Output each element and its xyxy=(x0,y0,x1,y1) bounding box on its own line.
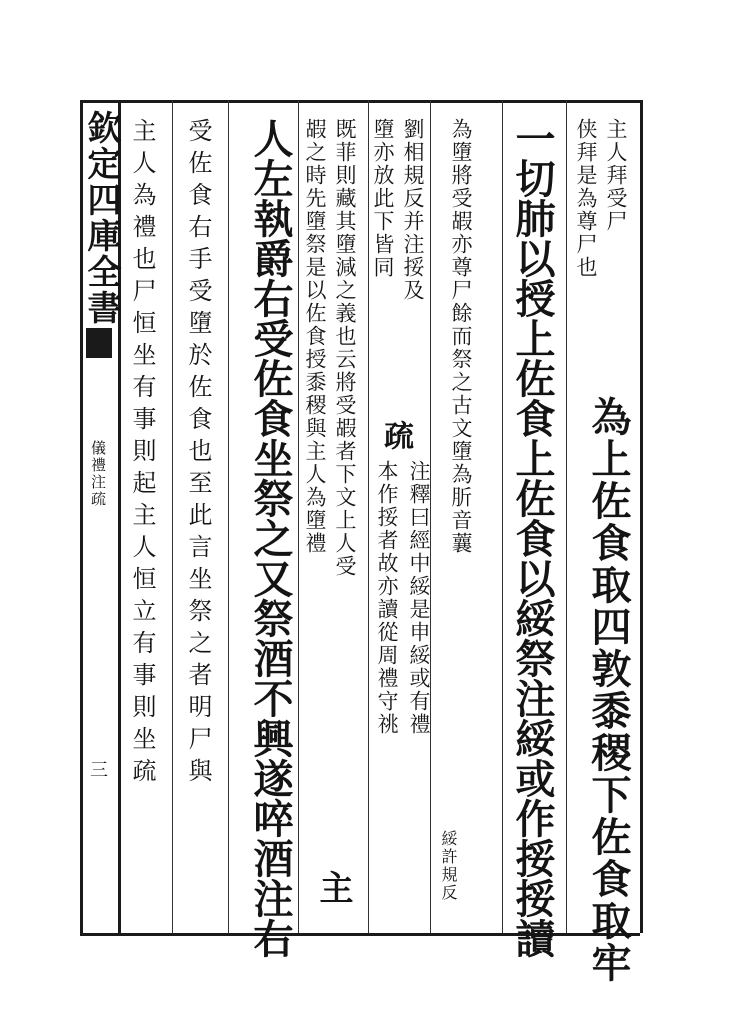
page-frame xyxy=(80,100,640,936)
text-column-3: 一切肺以授上佐食上佐食以綏祭注綏或作挼挼讀 xyxy=(509,118,556,958)
text-column-5: 劉相規反并注挼及 xyxy=(401,118,425,302)
text-column-2: 為上佐食取四敦黍稷下佐食取牢 xyxy=(585,396,632,984)
text-column-4-note: 綏許規反 xyxy=(439,830,458,902)
column-rule xyxy=(502,100,503,933)
text-column-7: 既菲則藏其墮減之義也云將受嘏者下文上人受 xyxy=(333,118,357,578)
text-column-11: 主人為禮也尸恒坐有事則起主人恒立有事則坐疏 xyxy=(128,118,156,790)
fishtail-mark xyxy=(86,328,112,358)
text-column-8-zhu: 主 xyxy=(313,870,353,906)
text-column-10: 受佐食右手受墮於佐食也至此言坐祭之者明尸與 xyxy=(184,118,212,790)
text-column-1a: 主人拜受尸 xyxy=(604,118,628,233)
text-column-1b: 侠拜是為尊尸也 xyxy=(574,118,598,279)
text-column-4: 為墮將受嘏亦尊尸餘而祭之古文墮為肵音蘘 xyxy=(449,118,473,555)
column-rule xyxy=(228,100,229,933)
column-rule xyxy=(172,100,173,933)
text-column-5c: 注釋曰經中綏是申綏或有禮 xyxy=(407,460,431,736)
text-column-6b: 本作挼者故亦讀從周禮守祧 xyxy=(375,460,399,736)
column-rule xyxy=(298,100,299,933)
column-rule xyxy=(566,100,567,933)
text-column-5-shu: 疏 xyxy=(378,420,413,452)
column-rule xyxy=(640,100,643,933)
text-column-9: 人左執爵右受佐食坐祭之又祭酒不興遂啐酒注右 xyxy=(247,118,294,958)
text-column-6: 墮亦放此下皆同 xyxy=(371,118,395,279)
text-column-8: 嘏之時先墮祭是以佐食授黍稷與主人為墮禮 xyxy=(303,118,327,555)
margin-folio: 三 xyxy=(87,760,108,780)
margin-title: 欽定四庫全書 xyxy=(81,110,121,326)
column-rule xyxy=(368,100,369,933)
margin-book-title: 儀禮注疏 xyxy=(89,440,107,508)
